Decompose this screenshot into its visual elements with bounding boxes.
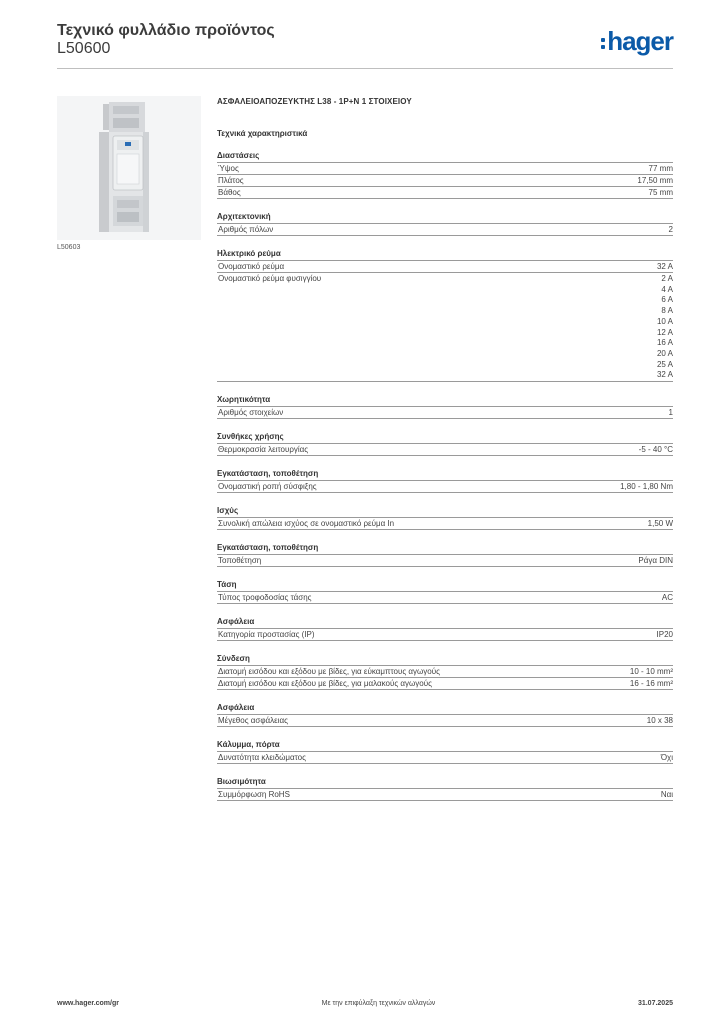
section-title: Ισχύς (217, 506, 673, 518)
spec-value: 16 - 16 mm² (629, 679, 673, 689)
footer-date: 31.07.2025 (637, 1000, 673, 1007)
spec-value: 77 mm (648, 164, 673, 173)
section-installation-torque (217, 469, 673, 493)
spec-row (217, 407, 673, 419)
spec-label: Διατομή εισόδου και εξόδου με βίδες, για εύκαμπτους αγωγούς (218, 667, 440, 677)
spec-row (217, 715, 673, 727)
document-title: Τεχνικό φυλλάδιο προϊόντος (57, 22, 275, 39)
header-divider (57, 68, 673, 69)
section-title: Κάλυμμα, πόρτα (217, 740, 673, 752)
spec-value: Όχι (660, 753, 673, 763)
spec-value: Ράγα DIN (638, 556, 673, 566)
spec-value: 10 x 38 (646, 716, 673, 726)
logo-dots-icon (601, 38, 605, 49)
logo-text: hager (607, 26, 673, 56)
spec-label: Συμμόρφωση RoHS (218, 790, 290, 800)
section-title: Ασφάλεια (217, 703, 673, 715)
spec-value: 1,50 W (647, 519, 673, 529)
spec-value: Ναι (660, 790, 673, 800)
spec-label: Αριθμός στοιχείων (218, 408, 284, 418)
spec-value: 12 A (656, 327, 673, 337)
section-dimensions (217, 151, 673, 199)
section-installation-mounting (217, 543, 673, 567)
spec-value: 4 A (661, 284, 673, 294)
section-title: Ασφάλεια (217, 617, 673, 629)
footer-note: Με την επιφύλαξη τεχνικών αλλαγών (321, 1000, 436, 1007)
section-cover-door (217, 740, 673, 764)
spec-row (217, 789, 673, 801)
spec-value: 20 A (656, 348, 673, 358)
spec-row (217, 592, 673, 604)
spec-row (217, 678, 673, 690)
section-title: Συνθήκες χρήσης (217, 432, 673, 444)
spec-value: 10 - 10 mm² (629, 667, 673, 677)
product-image (57, 96, 201, 240)
spec-value: 32 A (656, 370, 673, 380)
footer-url[interactable]: www.hager.com/gr (57, 1000, 119, 1007)
section-architecture (217, 212, 673, 236)
section-title: Διαστάσεις (217, 151, 673, 163)
spec-row (217, 224, 673, 236)
spec-row (217, 261, 673, 273)
spec-row (217, 555, 673, 567)
spec-label: Αριθμός πόλων (218, 225, 274, 234)
section-connection (217, 654, 673, 690)
spec-value: 8 A (661, 306, 673, 316)
section-title: Σύνδεση (217, 654, 673, 666)
section-safety-fuse (217, 703, 673, 727)
spec-value: 16 A (656, 338, 673, 348)
spec-value: -5 - 40 °C (638, 445, 673, 455)
section-title: Χωρητικότητα (217, 395, 673, 407)
spec-label: Ονομαστικό ρεύμα φυσιγγίου (218, 274, 322, 283)
section-capacity (217, 395, 673, 419)
spec-label: Τύπος τροφοδοσίας τάσης (218, 593, 312, 603)
product-code: L50600 (57, 40, 111, 57)
hager-logo (601, 28, 673, 54)
section-electric-current (217, 249, 673, 382)
spec-row (217, 752, 673, 764)
spec-value: 6 A (661, 295, 673, 305)
spec-value: 17,50 mm (637, 176, 673, 185)
spec-value: 2 (668, 225, 673, 234)
spec-value: 1,80 - 1,80 Nm (620, 482, 673, 492)
section-title: Εγκατάσταση, τοποθέτηση (217, 543, 673, 555)
section-title: Τάση (217, 580, 673, 592)
spec-value: 32 A (656, 262, 673, 271)
spec-value: 75 mm (648, 188, 673, 197)
section-power (217, 506, 673, 530)
footer (57, 1000, 673, 1007)
section-voltage (217, 580, 673, 604)
spec-value: AC (661, 593, 673, 603)
spec-label: Διατομή εισόδου και εξόδου με βίδες, για μαλακούς αγωγούς (218, 679, 432, 689)
section-safety-ip (217, 617, 673, 641)
spec-value: 2 A (661, 274, 673, 283)
section-title: Εγκατάσταση, τοποθέτηση (217, 469, 673, 481)
section-title: Βιωσιμότητα (217, 777, 673, 789)
spec-label: Θερμοκρασία λειτουργίας (218, 445, 309, 455)
spec-row (217, 518, 673, 530)
spec-label: Κατηγορία προστασίας (IP) (218, 630, 315, 640)
spec-value: 1 (668, 408, 673, 418)
spec-row (217, 163, 673, 175)
spec-label: Τοποθέτηση (218, 556, 262, 566)
spec-row (217, 666, 673, 678)
spec-label: Ονομαστικό ρεύμα (218, 262, 285, 271)
spec-row (217, 481, 673, 493)
spec-row (217, 187, 673, 199)
spec-value: IP20 (656, 630, 673, 640)
spec-row (217, 444, 673, 456)
spec-label: Ονομαστική ροπή σύσφιξης (218, 482, 317, 492)
spec-value-list (657, 274, 673, 381)
spec-label: Ύψος (218, 164, 239, 173)
section-title: Ηλεκτρικό ρεύμα (217, 249, 673, 261)
spec-label: Πλάτος (218, 176, 244, 185)
spec-value: 10 A (656, 316, 673, 326)
spec-label: Συνολική απώλεια ισχύος σε ονομαστικό ρεύμα In (218, 519, 395, 529)
spec-title: Τεχνικά χαρακτηριστικά (217, 129, 308, 138)
section-sustainability (217, 777, 673, 801)
spec-value: 25 A (656, 359, 673, 369)
section-title: Αρχιτεκτονική (217, 212, 673, 224)
spec-label: Βάθος (218, 188, 241, 197)
spec-row (217, 175, 673, 187)
section-conditions (217, 432, 673, 456)
spec-sheet (217, 96, 673, 801)
spec-label: Μέγεθος ασφάλειας (218, 716, 288, 726)
image-caption: L50603 (57, 244, 81, 251)
spec-row (217, 273, 673, 382)
product-name: ΑΣΦΑΛΕΙΟΑΠΟΖΕΥΚΤΗΣ L38 - 1P+N 1 ΣΤΟΙΧΕΙΟΥ (217, 97, 412, 106)
spec-row (217, 629, 673, 641)
spec-label: Δυνατότητα κλειδώματος (218, 753, 306, 763)
